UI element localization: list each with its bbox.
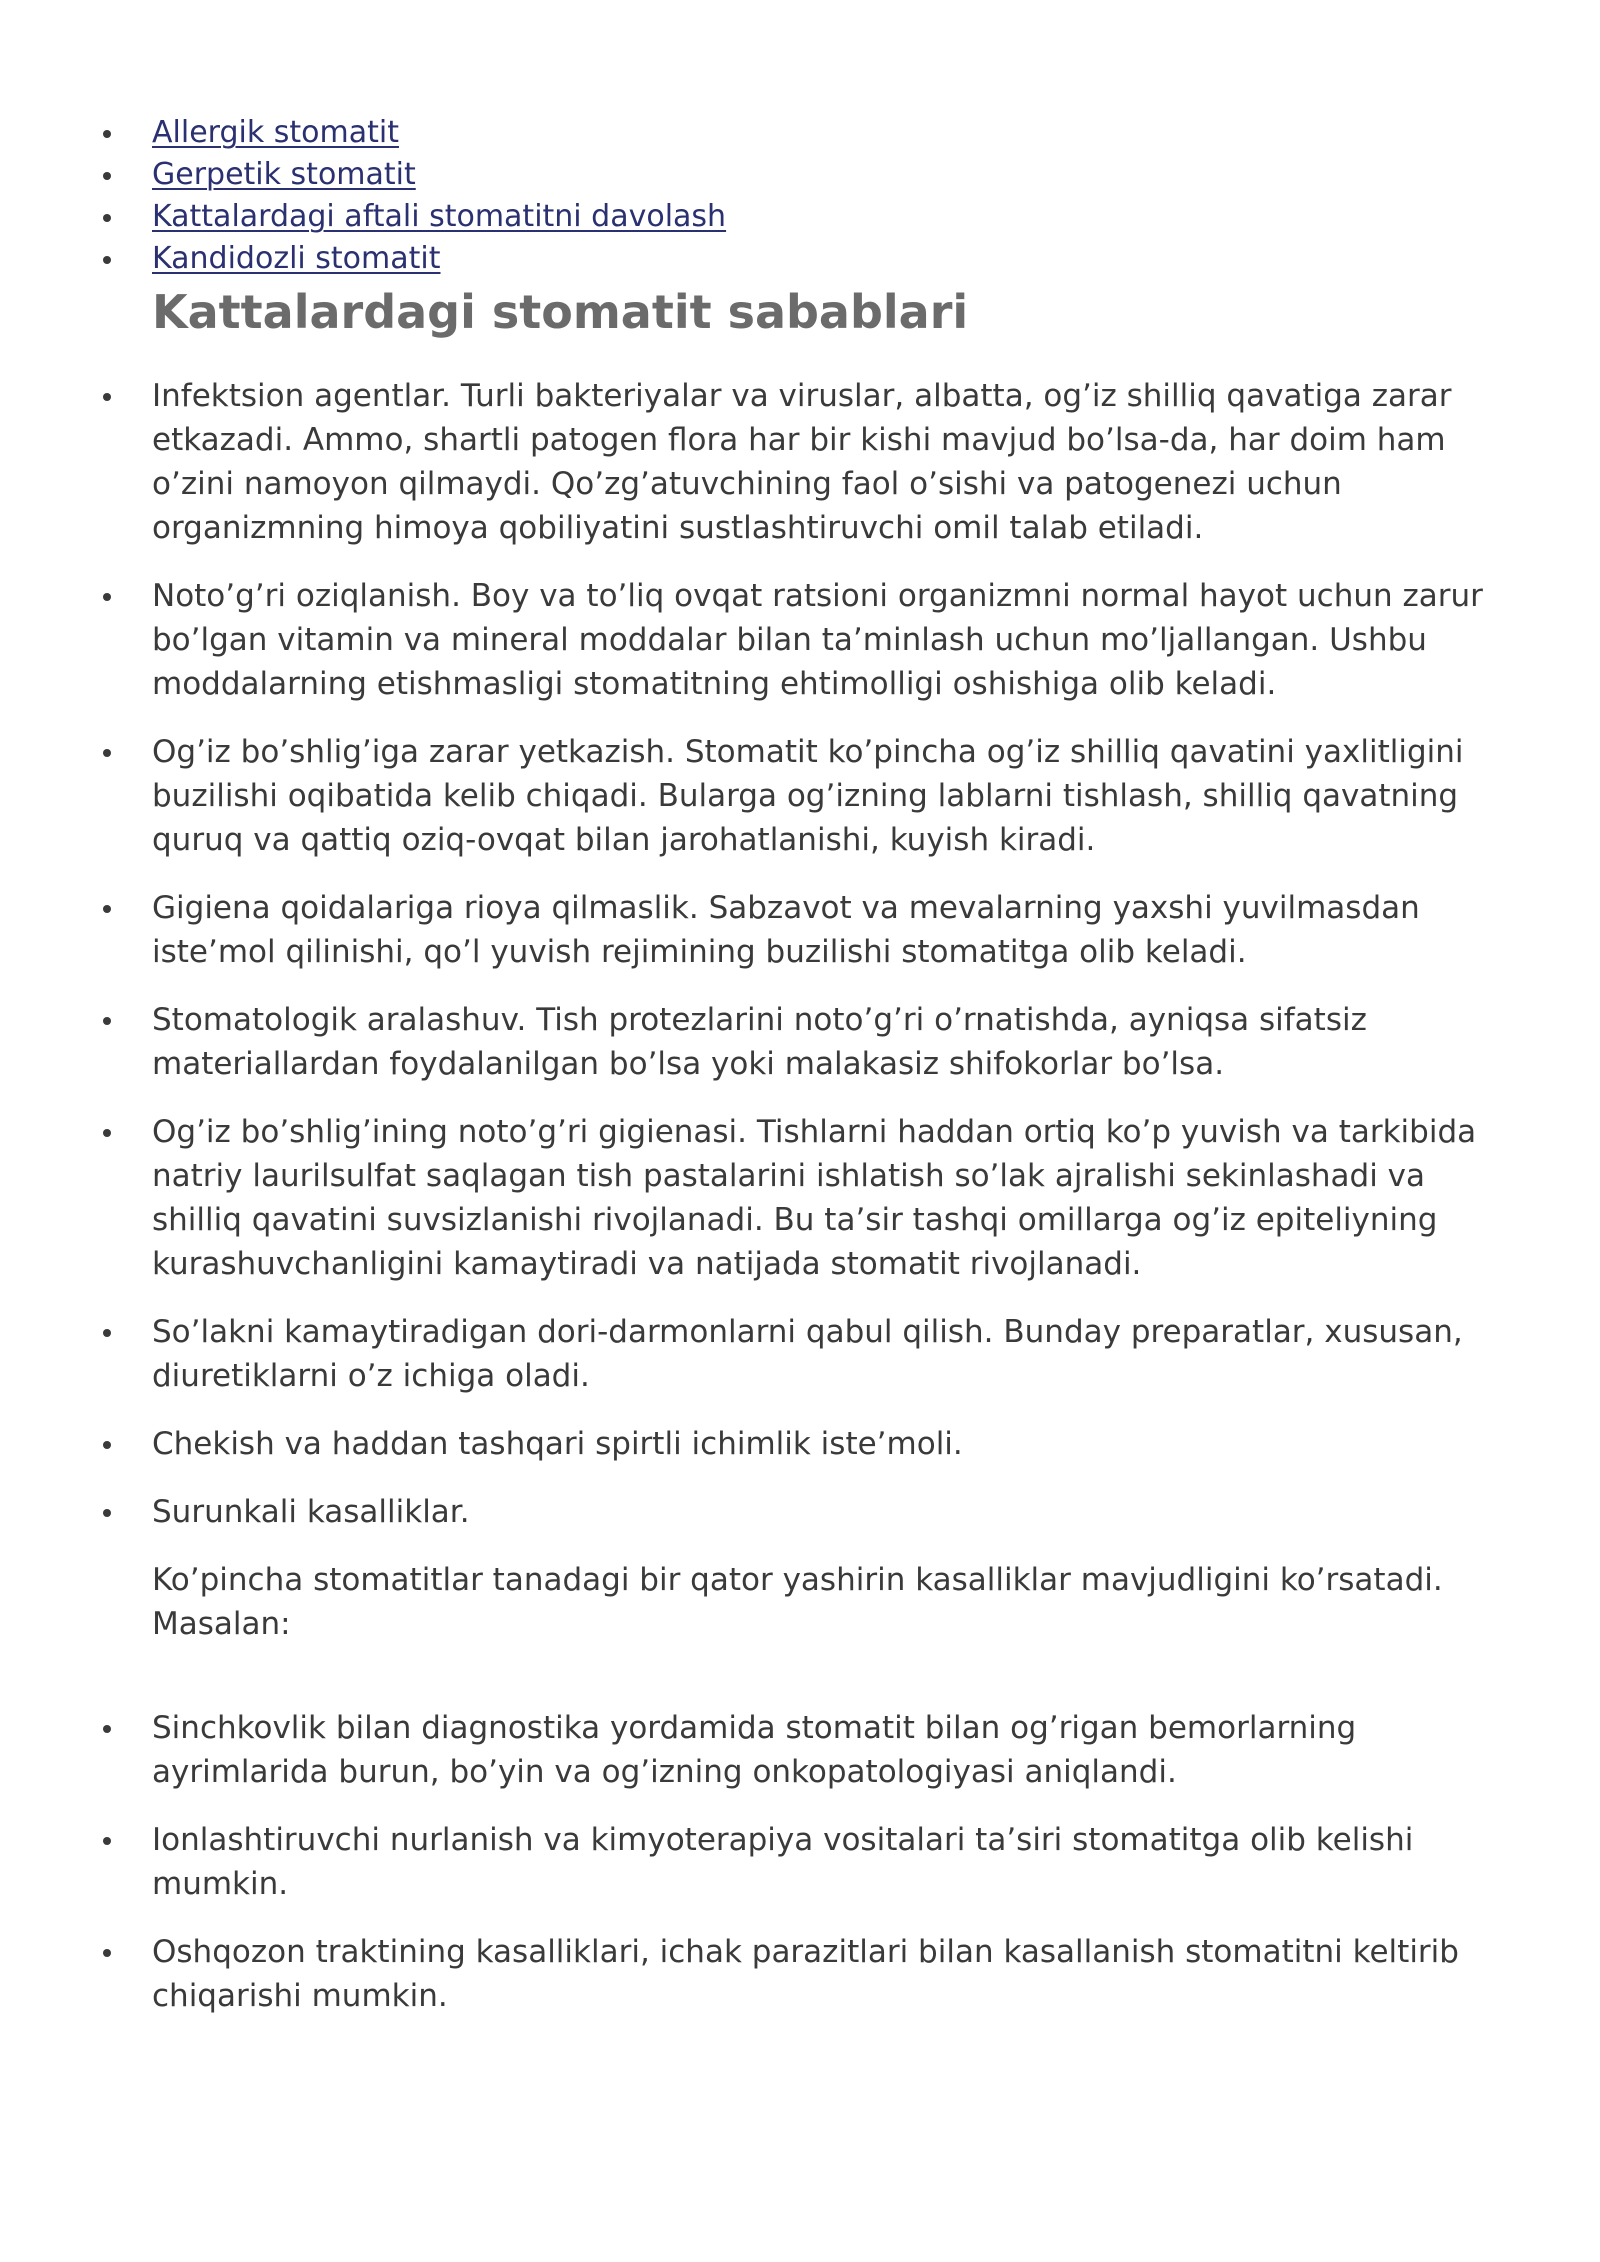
toc-link-aftali[interactable]: Kattalardagi aftali stomatitni davolash: [152, 199, 727, 234]
toc-item: [0, 238, 1600, 280]
cause-item: Og’iz bo’shlig’iga zarar yetkazish. Stomatit ko’pincha og’iz shilliq qavatini yaxlitligini buzilishi oqibatida kelib chiqadi. Bularga og’izning lablarni tishlash, shilliq qavatning quruq va qattiq oziq-ovqat bilan jarohatlanishi, kuyish kiradi.: [0, 730, 1600, 862]
cause-item: So’lakni kamaytiradigan dori-darmonlarni qabul qilish. Bunday preparatlar, xususan, diuretiklarni o’z ichiga oladi.: [0, 1310, 1600, 1398]
example-item: Ionlashtiruvchi nurlanish va kimyoterapiya vositalari ta’siri stomatitga olib kelishi mumkin.: [0, 1818, 1600, 1906]
toc-list: [0, 112, 1600, 280]
toc-item: [0, 196, 1600, 238]
toc-item: [0, 154, 1600, 196]
example-item: Sinchkovlik bilan diagnostika yordamida stomatit bilan og’rigan bemorlarning ayrimlarida burun, bo’yin va og’izning onkopatologiyasi aniqlandi.: [0, 1706, 1600, 1794]
toc-item: [0, 112, 1600, 154]
cause-item: Surunkali kasalliklar.: [0, 1490, 1600, 1534]
cause-item: Gigiena qoidalariga rioya qilmaslik. Sabzavot va mevalarning yaxshi yuvilmasdan iste’mol qilinishi, qo’l yuvish rejimining buzilishi stomatitga olib keladi.: [0, 886, 1600, 974]
cause-item: Noto’g’ri oziqlanish. Boy va to’liq ovqat ratsioni organizmni normal hayot uchun zarur bo’lgan vitamin va mineral moddalar bilan ta’minlash uchun mo’ljallangan. Ushbu moddalarning etishmasligi stomatitning ehtimolligi oshishiga olib keladi.: [0, 574, 1600, 706]
cause-item: Chekish va haddan tashqari spirtli ichimlik iste’moli.: [0, 1422, 1600, 1466]
example-item: Oshqozon traktining kasalliklari, ichak parazitlari bilan kasallanish stomatitni keltirib chiqarishi mumkin.: [0, 1930, 1600, 2018]
cause-item: Og’iz bo’shlig’ining noto’g’ri gigienasi. Tishlarni haddan ortiq ko’p yuvish va tarkibida natriy laurilsulfat saqlagan tish pastalarini ishlatish so’lak ajralishi sekinlashadi va shilliq qavatini suvsizlanishi rivojlanadi. Bu ta’sir tashqi omillarga og’iz epiteliyning kurashuvchanligini kamaytiradi va natijada stomatit rivojlanadi.: [0, 1110, 1600, 1286]
causes-list: [0, 374, 1600, 1534]
section-heading: Kattalardagi stomatit sabablari: [152, 285, 969, 339]
examples-list: [0, 1706, 1600, 2018]
toc-link-kandidozli[interactable]: Kandidozli stomatit: [152, 241, 441, 276]
cause-item: Infektsion agentlar. Turli bakteriyalar va viruslar, albatta, og’iz shilliq qavatiga zarar etkazadi. Ammo, shartli patogen flora har bir kishi mavjud bo’lsa-da, har doim ham o’zini namoyon qilmaydi. Qo’zg’atuvchining faol o’sishi va patogenezi uchun organizmning himoya qobiliyatini sustlashtiruvchi omil talab etiladi.: [0, 374, 1600, 550]
note-paragraph: Ko’pincha stomatitlar tanadagi bir qator yashirin kasalliklar mavjudligini ko’rsatadi. Masalan:: [152, 1562, 1443, 1642]
toc-link-gerpetik[interactable]: Gerpetik stomatit: [152, 157, 416, 192]
toc-link-allergik[interactable]: Allergik stomatit: [152, 115, 399, 150]
cause-item: Stomatologik aralashuv. Tish protezlarini noto’g’ri o’rnatishda, ayniqsa sifatsiz materiallardan foydalanilgan bo’lsa yoki malakasiz shifokorlar bo’lsa.: [0, 998, 1600, 1086]
